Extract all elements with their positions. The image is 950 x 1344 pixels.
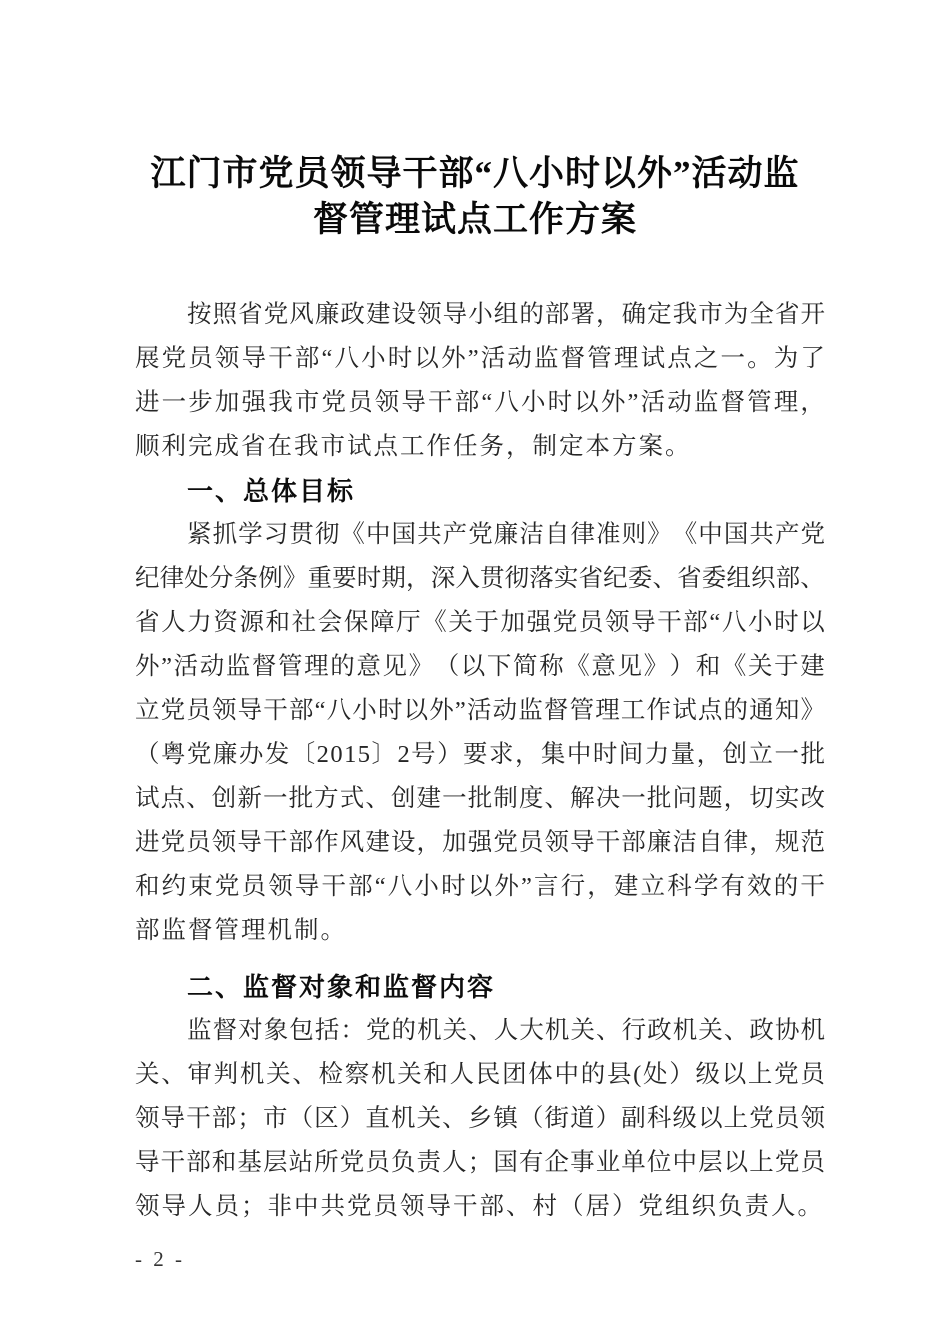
paragraph-goal-line: 纪 律 处 分 条 例 》 重 要 时 期 ， 深 入 贯 彻 落 实 省 纪 委 、 省 委 组 织 部 、 [135, 565, 825, 592]
paragraph-scope-line: 领 导 干 部 ； 市 （ 区 ） 直 机 关 、 乡 镇 （ 街 道 ） 副 科 级 以 上 党 员 领 [135, 1105, 825, 1132]
paragraph-goal-line: 省 人 力 资 源 和 社 会 保 障 厅 《 关 于 加 强 党 员 领 导 干 部 “ 八 小 时 以 [135, 609, 825, 636]
paragraph-goal-line: 试 点 、 创 新 一 批 方 式 、 创 建 一 批 制 度 、 解 决 一 批 问 题 ， 切 实 改 [135, 785, 825, 812]
paragraph-goal-line: 进 党 员 领 导 干 部 作 风 建 设 ， 加 强 党 员 领 导 干 部 廉 洁 自 律 ， 规 范 [135, 829, 825, 856]
paragraph-intro-line: 顺利完成省在我市试点工作任务，制定本方案。 [135, 433, 692, 460]
document-title [0, 151, 950, 243]
section-heading-1: 一、总体目标 [187, 476, 356, 506]
document-body [135, 293, 825, 1229]
paragraph-scope-line: 导 干 部 和 基 层 站 所 党 员 负 责 人 ； 国 有 企 事 业 单 位 中 层 以 上 党 员 [135, 1149, 825, 1176]
paragraph-intro-line: 展 党 员 领 导 干 部 “ 八 小 时 以 外 ” 活 动 监 督 管 理 试 点 之 一 。 为 了 [135, 345, 825, 372]
paragraph-intro-line: 按 照 省 党 风 廉 政 建 设 领 导 小 组 的 部 署 ， 确 定 我 市 为 全 省 开 [187, 301, 825, 328]
paragraph-goal-line: （ 粤 党 廉 办 发 〔 2 0 1 5 〕 2 号 ） 要 求 ， 集 中 时 间 力 量 ， 创 立 一 批 [135, 741, 825, 768]
paragraph-scope-line: 领导人员；非中共党员领导干部、村（居）党组织负责人。 [135, 1193, 824, 1220]
paragraph-goal-line: 紧 抓 学 习 贯 彻 《 中 国 共 产 党 廉 洁 自 律 准 则 》 《 中 国 共 产 党 [187, 521, 825, 548]
section-heading-2: 二、监督对象和监督内容 [187, 972, 496, 1002]
paragraph-goal-line: 外 ” 活 动 监 督 管 理 的 意 见 》 （ 以 下 简 称 《 意 见 》 ） 和 《 关 于 建 [135, 653, 825, 680]
paragraph-intro-line: 进 一 步 加 强 我 市 党 员 领 导 干 部 “ 八 小 时 以 外 ” 活 动 监 督 管 理 ， [135, 389, 825, 416]
page-number: - 2 - [135, 1247, 185, 1271]
title-line-2: 督管理试点工作方案 [312, 200, 637, 239]
paragraph-scope-line: 监 督 对 象 包 括 ： 党 的 机 关 、 人 大 机 关 、 行 政 机 关 、 政 协 机 [187, 1017, 825, 1044]
paragraph-goal-line: 和 约 束 党 员 领 导 干 部 “ 八 小 时 以 外 ” 言 行 ， 建 立 科 学 有 效 的 干 [135, 873, 825, 900]
title-line-1: 江门市党员领导干部“八小时以外”活动监 [150, 154, 800, 193]
paragraph-scope-line: 关 、 审 判 机 关 、 检 察 机 关 和 人 民 团 体 中 的 县 ( 处 ） 级 以 上 党 员 [135, 1061, 825, 1088]
paragraph-goal-line: 部监督管理机制。 [135, 917, 347, 944]
paragraph-goal-line: 立 党 员 领 导 干 部 “ 八 小 时 以 外 ” 活 动 监 督 管 理 工 作 试 点 的 通 知 》 [135, 697, 825, 724]
